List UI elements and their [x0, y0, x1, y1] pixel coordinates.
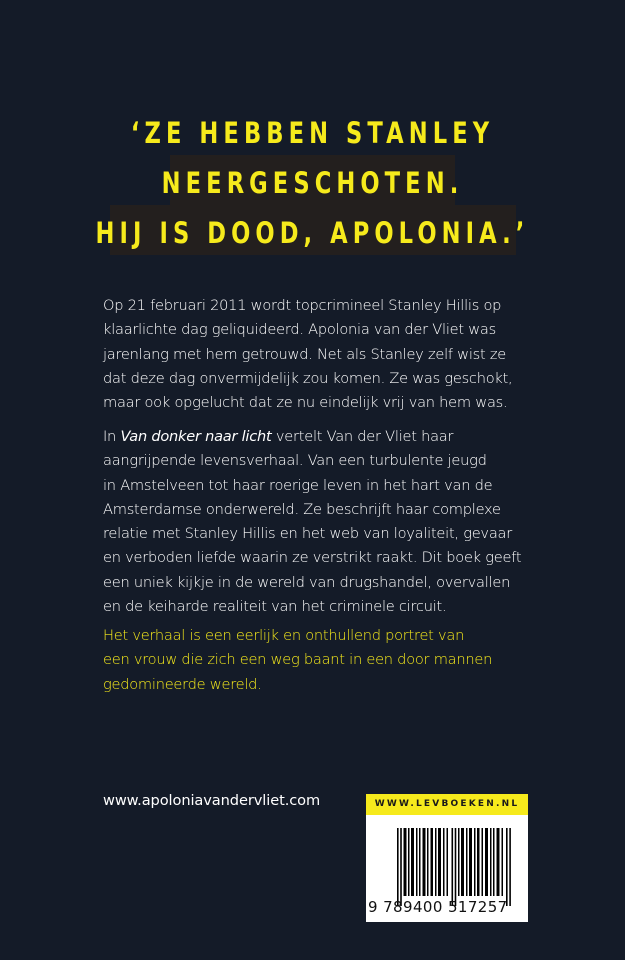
text-fragment: In	[103, 428, 121, 445]
text-line: een uniek kijkje in de wereld van drugshandel, overvallen	[103, 573, 511, 591]
text-line: dat deze dag onvermijdelijk zou komen. Ze was geschokt,	[103, 369, 513, 387]
pull-quote	[0, 108, 625, 258]
text-line: en verboden liefde waarin ze verstrikt raakt. Dit boek geeft	[103, 549, 522, 567]
text-line: jarenlang met hem getrouwd. Net als Stanley zelf wist ze	[103, 345, 507, 363]
text-line: Amsterdamse onderwereld. Ze beschrijft haar complexe	[103, 500, 501, 518]
text-line: en de keiharde realiteit van het criminele circuit.	[103, 598, 447, 616]
blurb-paragraph-1	[103, 294, 543, 415]
text-line: in Amstelveen tot haar roerige leven in het hart van de	[103, 476, 493, 494]
text-line	[103, 425, 543, 449]
barcode-icon	[397, 828, 511, 906]
text-fragment: vertelt Van der Vliet haar	[271, 428, 454, 445]
blurb-paragraph-2	[103, 425, 543, 619]
publisher-website-link[interactable]: WWW.LEVBOEKEN.NL	[366, 794, 528, 815]
text-line: relatie met Stanley Hillis en het web van loyaliteit, gevaar	[103, 525, 512, 543]
book-title: Van donker naar licht	[120, 428, 272, 445]
quote-line: NEERGESCHOTEN.	[161, 166, 464, 200]
quote-line: HIJ IS DOOD, APOLONIA.’	[95, 216, 530, 250]
text-line: aangrijpende levensverhaal. Van een turbulente jeugd	[103, 452, 487, 470]
text-line: klaarlichte dag geliquideerd. Apolonia van der Vliet was	[103, 321, 496, 339]
text-line: Het verhaal is een eerlijk en onthullend portret van	[103, 627, 465, 644]
isbn-barcode-block	[366, 794, 528, 922]
text-line: gedomineerde wereld.	[103, 675, 262, 693]
text-line: een vrouw die zich een weg baant in een door mannen	[103, 651, 493, 669]
isbn-number: 9 789400 517257	[368, 898, 508, 916]
text-line: maar ook opgelucht dat ze nu eindelijk vrij van hem was.	[103, 394, 508, 412]
text-line: Op 21 februari 2011 wordt topcrimineel Stanley Hillis op	[103, 297, 502, 314]
author-website-link[interactable]: www.apoloniavandervliet.com	[103, 792, 321, 809]
blurb-paragraph-3-highlight	[103, 624, 543, 697]
quote-line: ‘ZE HEBBEN STANLEY	[130, 116, 495, 150]
